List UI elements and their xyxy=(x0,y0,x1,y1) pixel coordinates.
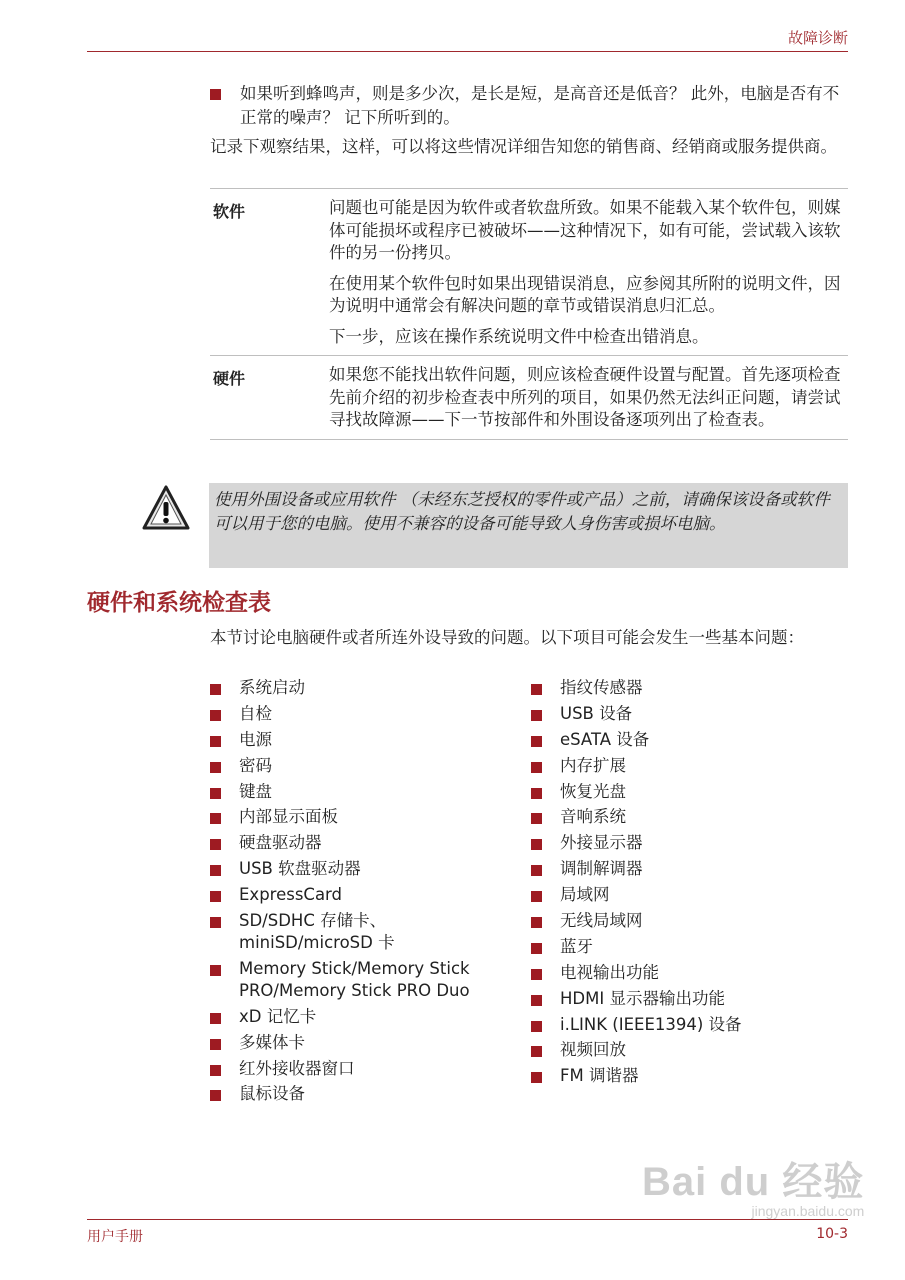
list-item: USB 软盘驱动器 xyxy=(210,858,510,880)
record-paragraph: 记录下观察结果，这样，可以将这些情况详细告知您的销售商、经销商或服务提供商。 xyxy=(210,137,837,156)
list-item: 键盘 xyxy=(210,781,510,803)
table-row-hardware xyxy=(210,356,848,440)
bullet-square-icon xyxy=(531,710,542,721)
list-item: 外接显示器 xyxy=(531,832,831,854)
list-item: HDMI 显示器输出功能 xyxy=(531,988,831,1010)
footer-manual-title: 用户手册 xyxy=(87,1229,143,1245)
software-description xyxy=(329,197,848,350)
section-title: 硬件和系统检查表 xyxy=(87,590,271,616)
list-item: 电视输出功能 xyxy=(531,962,831,984)
page-number: 10-3 xyxy=(816,1226,848,1242)
page-header-title: 故障诊断 xyxy=(787,29,848,47)
bullet-square-icon xyxy=(531,995,542,1006)
bullet-square-icon xyxy=(210,917,221,928)
bullet-square-icon xyxy=(531,943,542,954)
section-intro: 本节讨论电脑硬件或者所连外设导致的问题。以下项目可能会发生一些基本问题： xyxy=(210,628,804,647)
hardware-description xyxy=(329,364,848,434)
list-item: USB 设备 xyxy=(531,703,831,725)
table-row-software xyxy=(210,189,848,356)
list-item: ExpressCard xyxy=(210,884,510,906)
list-item: 鼠标设备 xyxy=(210,1083,510,1105)
bullet-square-icon xyxy=(210,89,221,100)
software-paragraph: 在使用某个软件包时如果出现错误消息，应参阅其所附的说明文件，因为说明中通常会有解决问题的章节或错误消息归汇总。 xyxy=(329,273,841,315)
list-item: 调制解调器 xyxy=(531,858,831,880)
list-item: 音响系统 xyxy=(531,806,831,828)
bullet-square-icon xyxy=(210,736,221,747)
bullet-square-icon xyxy=(531,839,542,850)
bullet-square-icon xyxy=(531,1072,542,1083)
bullet-square-icon xyxy=(210,891,221,902)
list-item: FM 调谐器 xyxy=(531,1065,831,1087)
list-item: 密码 xyxy=(210,755,510,777)
list-item: 内部显示面板 xyxy=(210,806,510,828)
software-paragraph: 问题也可能是因为软件或者软盘所致。如果不能载入某个软件包，则媒体可能损坏或程序已被破坏——这种情况下，如有可能，尝试载入该软件的另一份拷贝。 xyxy=(329,198,841,262)
bullet-square-icon xyxy=(531,917,542,928)
bullet-square-icon xyxy=(531,865,542,876)
hardware-label: 硬件 xyxy=(213,369,246,388)
bullet-square-icon xyxy=(210,710,221,721)
list-item: 红外接收器窗口 xyxy=(210,1058,510,1080)
list-item: 内存扩展 xyxy=(531,755,831,777)
header-divider xyxy=(87,51,848,52)
list-item: 系统启动 xyxy=(210,677,510,699)
list-item: eSATA 设备 xyxy=(531,729,831,751)
list-item: 恢复光盘 xyxy=(531,781,831,803)
hardware-paragraph: 如果您不能找出软件问题，则应该检查硬件设置与配置。首先逐项检查先前介绍的初步检查表中所列的项目，如果仍然无法纠正问题，请尝试寻找故障源——下一节按部件和外围设备逐项列出了检查表。 xyxy=(329,365,841,429)
list-item: i.LINK (IEEE1394) 设备 xyxy=(531,1014,831,1036)
baidu-watermark xyxy=(642,1150,864,1219)
bullet-square-icon xyxy=(531,1046,542,1057)
watermark-url: jingyan.baidu.com xyxy=(751,1203,865,1219)
bullet-square-icon xyxy=(531,891,542,902)
bullet-square-icon xyxy=(210,1039,221,1050)
list-item: 电源 xyxy=(210,729,510,751)
list-item: xD 记忆卡 xyxy=(210,1006,510,1028)
software-label: 软件 xyxy=(213,202,246,221)
beep-bullet xyxy=(210,82,848,130)
bullet-square-icon xyxy=(210,813,221,824)
bullet-square-icon xyxy=(531,813,542,824)
bullet-square-icon xyxy=(531,762,542,773)
bullet-square-icon xyxy=(210,839,221,850)
checklist-right xyxy=(531,677,831,1091)
bullet-square-icon xyxy=(531,684,542,695)
bullet-square-icon xyxy=(210,1090,221,1101)
warning-note: 使用外围设备或应用软件 （未经东芝授权的零件或产品）之前，请确保该设备或软件可以用于您的电脑。使用不兼容的设备可能导致人身伤害或损坏电脑。 xyxy=(209,483,848,568)
bullet-square-icon xyxy=(531,969,542,980)
watermark-brand: Bai du 经验 xyxy=(642,1160,865,1204)
footer-divider xyxy=(87,1219,848,1220)
list-item: 视频回放 xyxy=(531,1039,831,1061)
list-item: 自检 xyxy=(210,703,510,725)
list-item: 多媒体卡 xyxy=(210,1032,510,1054)
bullet-square-icon xyxy=(210,1013,221,1024)
bullet-square-icon xyxy=(531,736,542,747)
list-item: 指纹传感器 xyxy=(531,677,831,699)
bullet-square-icon xyxy=(210,1065,221,1076)
list-item: Memory Stick/Memory Stick PRO/Memory Stick PRO Duo xyxy=(210,958,510,1002)
list-item: 局域网 xyxy=(531,884,831,906)
list-item: 蓝牙 xyxy=(531,936,831,958)
bullet-square-icon xyxy=(210,865,221,876)
software-paragraph: 下一步，应该在操作系统说明文件中检查出错消息。 xyxy=(329,326,709,346)
checklist-left xyxy=(210,677,510,1109)
bullet-square-icon xyxy=(210,965,221,976)
beep-bullet-text: 如果听到蜂鸣声，则是多少次，是长是短，是高音还是低音？ 此外，电脑是否有不正常的噪声？ 记下所听到的。 xyxy=(240,84,840,127)
bullet-square-icon xyxy=(531,788,542,799)
bullet-square-icon xyxy=(210,788,221,799)
software-hardware-table xyxy=(210,188,848,440)
list-item: SD/SDHC 存储卡、miniSD/microSD 卡 xyxy=(210,910,510,954)
bullet-square-icon xyxy=(210,762,221,773)
bullet-square-icon xyxy=(210,684,221,695)
list-item: 硬盘驱动器 xyxy=(210,832,510,854)
list-item: 无线局域网 xyxy=(531,910,831,932)
warning-icon xyxy=(141,484,191,532)
bullet-square-icon xyxy=(531,1021,542,1032)
